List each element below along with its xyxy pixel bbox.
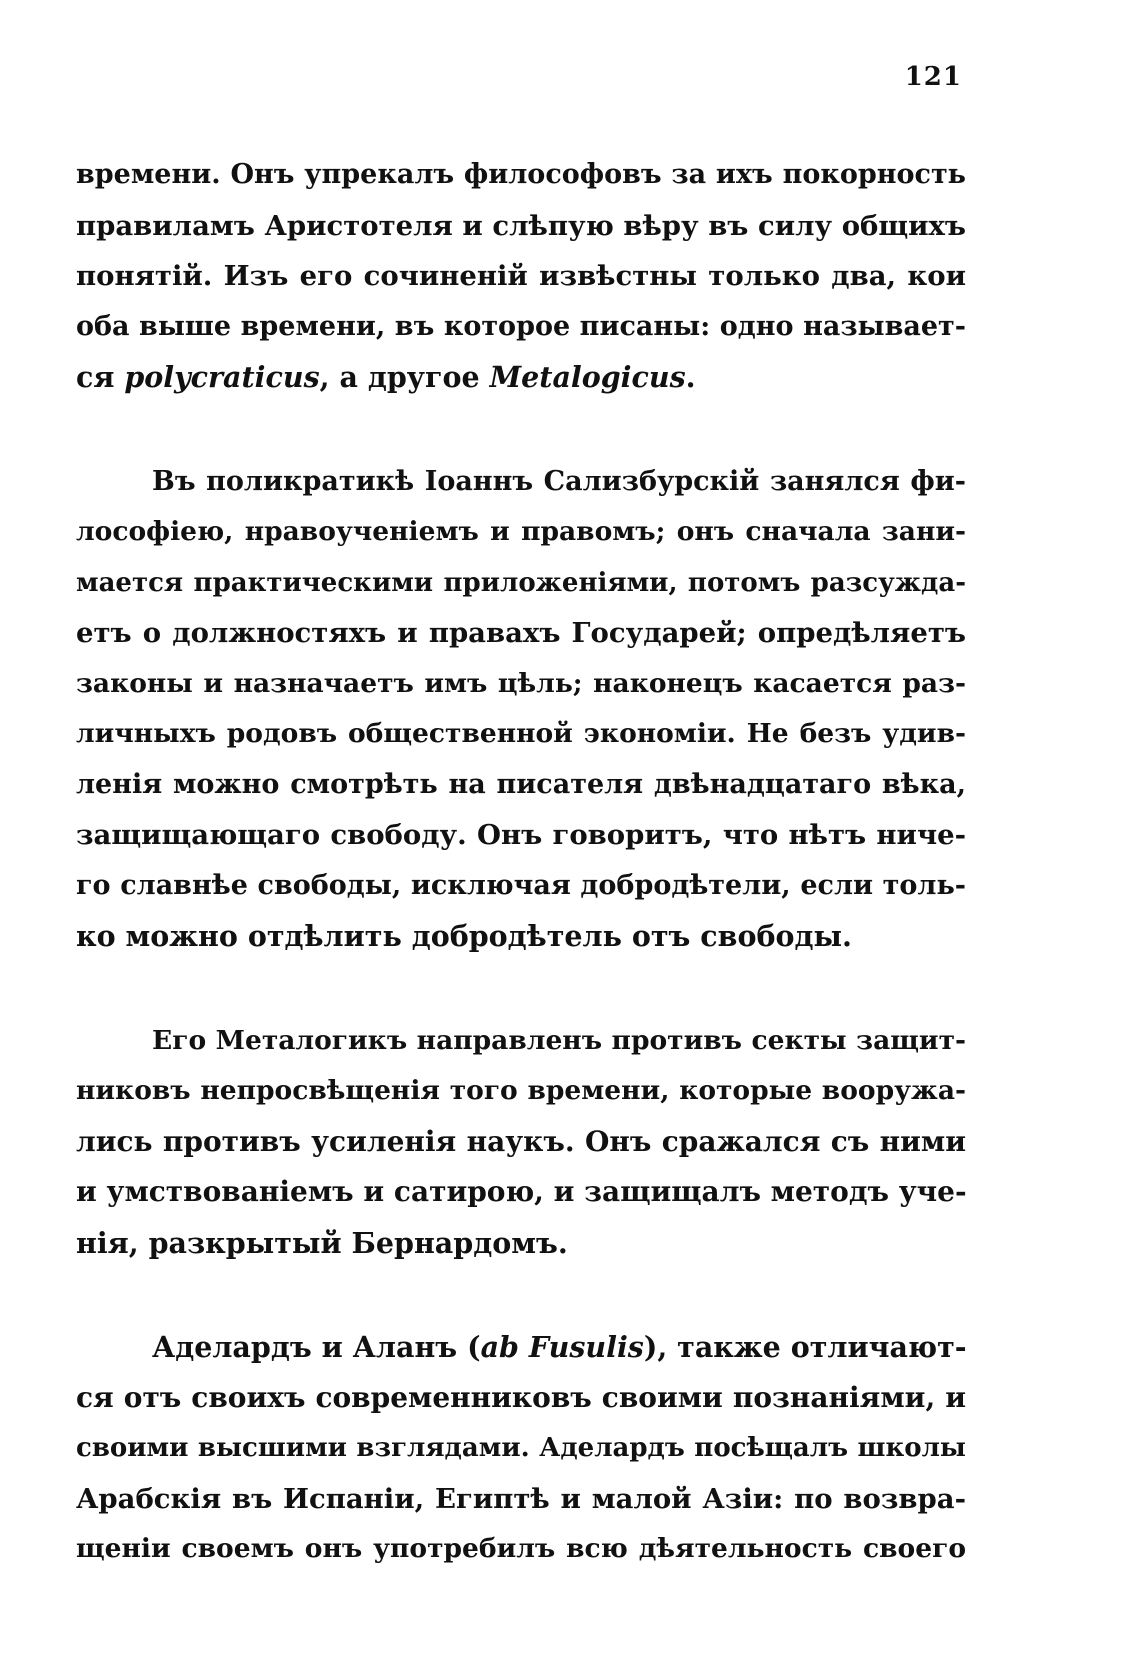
text-line: правиламъ Аристотеля и слѣпую вѣру въ силу общихъ xyxy=(76,209,967,242)
text-line: Въ поликратикѣ Іоаннъ Сализбурскій занялся фи- xyxy=(152,465,966,497)
text-line: Арабскія въ Испаніи, Египтѣ и малой Азіи: по возвра- xyxy=(76,1482,966,1515)
text-line: лософіею, нравоученіемъ и правомъ; онъ сначала зани- xyxy=(76,516,966,547)
paragraph xyxy=(76,1016,966,1269)
text-line: ся отъ своихъ современниковъ своими познаніями, и xyxy=(76,1380,966,1414)
page-number: 121 xyxy=(904,62,962,92)
text-line xyxy=(76,352,966,403)
text-line xyxy=(76,1322,966,1373)
text-line: ко можно отдѣлить добродѣтель отъ свободы. xyxy=(76,919,852,953)
text-line: и умствованіемъ и сатирою, и защищалъ методъ уче- xyxy=(76,1175,967,1208)
text-line: етъ о должностяхъ и правахъ Государей; опредѣляетъ xyxy=(76,617,966,649)
text-line: го славнѣе свободы, исключая добродѣтели, если толь- xyxy=(76,869,966,901)
paragraph-gap xyxy=(76,1268,966,1322)
text-run: Аделардъ и Аланъ ( xyxy=(152,1330,481,1364)
text-line: защищающаго свободу. Онъ говоритъ, что нѣтъ ниче- xyxy=(76,819,966,851)
paragraph xyxy=(76,457,966,962)
italic-name: ab Fusulis xyxy=(480,1330,644,1364)
text-line: никовъ непросвѣщенія того времени, которые вооружа- xyxy=(76,1075,966,1106)
text-line: времени. Онъ упрекалъ философовъ за ихъ покорность xyxy=(76,159,966,190)
body-text xyxy=(76,150,966,1575)
text-run: , а другое xyxy=(319,360,480,394)
text-line: Его Металогикъ направленъ противъ секты защит- xyxy=(152,1024,966,1056)
text-run: ся xyxy=(76,360,115,394)
text-line: мается практическими приложеніями, потомъ разсужда- xyxy=(76,567,966,598)
text-run: . xyxy=(685,360,696,394)
text-line: оба выше времени, въ которое писаны: одно называет- xyxy=(76,310,966,342)
italic-title: polycraticus xyxy=(124,360,320,394)
paragraph xyxy=(76,1322,966,1575)
text-line: личныхъ родовъ общественной экономіи. Не безъ удив- xyxy=(76,718,966,749)
text-line: нія, разкрытый Бернардомъ. xyxy=(76,1225,568,1260)
text-line: лись противъ усиленія наукъ. Онъ сражался съ ними xyxy=(76,1124,966,1158)
text-run: ), также отличают- xyxy=(643,1330,967,1364)
text-line: ленія можно смотрѣть на писателя двѣнадцатаго вѣка, xyxy=(76,768,966,800)
paragraph xyxy=(76,150,966,403)
paragraph-gap xyxy=(76,403,966,457)
text-line: понятій. Изъ его сочиненій извѣстны только два, кои xyxy=(76,260,966,292)
text-line: законы и назначаетъ имъ цѣль; наконецъ касается раз- xyxy=(76,667,966,699)
italic-title: Metalogicus xyxy=(489,360,686,394)
text-line: щеніи своемъ онъ употребилъ всю дѣятельность своего xyxy=(76,1533,966,1564)
paragraph-gap xyxy=(76,962,966,1016)
text-line: своими высшими взглядами. Аделардъ посѣщалъ школы xyxy=(76,1433,966,1463)
